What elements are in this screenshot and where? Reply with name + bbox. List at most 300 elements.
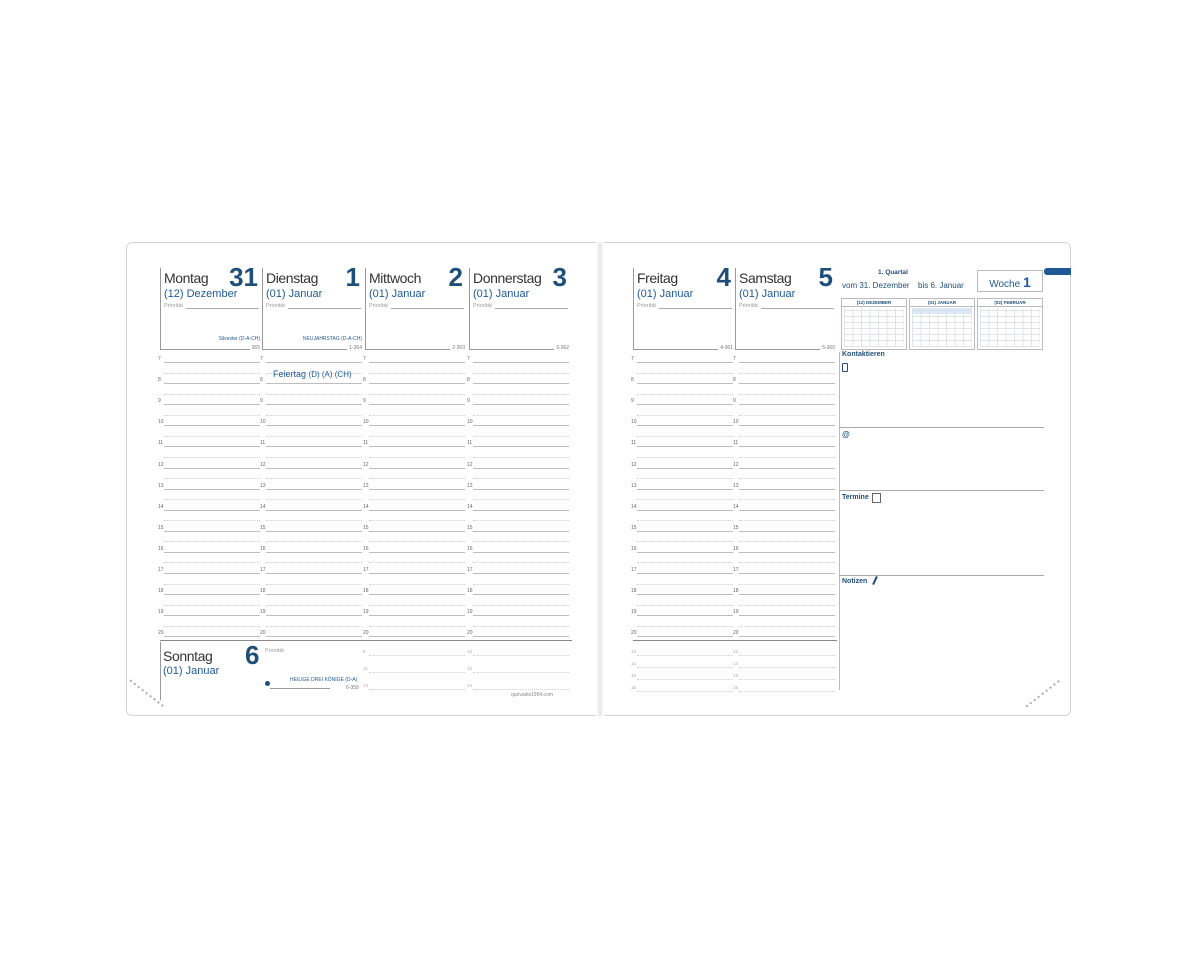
hour-line [164, 468, 260, 469]
hour-line [637, 667, 733, 668]
hour-line [164, 615, 260, 616]
hour-label: 13 [363, 683, 369, 688]
hour-line [739, 573, 835, 574]
hour-line [266, 531, 362, 532]
hour-line [637, 636, 733, 637]
hour-line [739, 655, 835, 656]
hour-line [473, 510, 569, 511]
hour-line [266, 404, 362, 405]
day-priority: Priorität [164, 303, 259, 309]
sunday-holiday: HEILIGE DREI KÖNIGE (D-A) [290, 677, 358, 683]
hour-label: 11 [158, 440, 164, 447]
email-label: @ [842, 430, 850, 439]
hour-line [739, 425, 835, 426]
hour-line [266, 573, 362, 574]
hour-line [266, 489, 362, 490]
half-hour-line [164, 436, 260, 437]
half-hour-line [739, 520, 835, 521]
hour-line [739, 383, 835, 384]
hour-line [266, 552, 362, 553]
hour-label: 10 [260, 419, 266, 426]
hour-label: 11 [733, 440, 739, 447]
hour-line [637, 552, 733, 553]
day-month: (01) Januar [473, 288, 530, 300]
day-priority: Priorität [739, 303, 834, 309]
half-hour-line [164, 457, 260, 458]
week-number: 1 [1022, 274, 1031, 290]
grid-bottom-line [160, 640, 572, 641]
week-box [977, 270, 1043, 292]
hour-label: 17 [631, 567, 637, 573]
sections-left-border [839, 352, 840, 690]
day-name: Donnerstag [473, 270, 542, 286]
hour-line [473, 655, 569, 656]
hour-line [266, 594, 362, 595]
hour-label: 11 [363, 440, 369, 447]
hour-line [164, 489, 260, 490]
hour-line [473, 636, 569, 637]
hour-line [369, 594, 465, 595]
half-hour-line [473, 478, 569, 479]
hour-label: 16 [260, 545, 266, 552]
hour-line [473, 672, 569, 673]
hour-line [637, 425, 733, 426]
day-number: 31 [229, 262, 258, 292]
day-number: 2 [448, 262, 463, 292]
hour-label: 13 [158, 482, 164, 489]
day-month: (01) Januar [637, 288, 694, 300]
week-range-from: vom 31. Dezember [842, 281, 910, 290]
hour-line [473, 531, 569, 532]
appointments-label: Termine [842, 494, 869, 501]
hour-label: 19 [467, 609, 473, 616]
hour-line [637, 679, 733, 680]
hour-line [164, 383, 260, 384]
hour-label: 9 [363, 649, 366, 654]
notes-label: Notizen [842, 578, 868, 585]
hour-label: 9 [467, 398, 470, 405]
hour-label: 20 [260, 630, 266, 637]
hour-line [369, 636, 465, 637]
sunday-divider [270, 688, 330, 689]
day-name: Montag [164, 270, 209, 286]
half-hour-line [266, 478, 362, 479]
hour-label: 11 [631, 440, 637, 447]
hour-label: 14 [158, 503, 164, 510]
day-month: (01) Januar [739, 288, 796, 300]
day-priority: Priorität [473, 303, 568, 309]
day-header [365, 262, 469, 351]
hour-label: 7 [158, 356, 161, 362]
hour-line [266, 510, 362, 511]
hour-line [637, 446, 733, 447]
half-hour-line [266, 436, 362, 437]
hour-line [739, 446, 835, 447]
hour-line [164, 510, 260, 511]
half-hour-line [739, 478, 835, 479]
hour-label: 9 [363, 398, 366, 405]
binding-gutter [596, 242, 604, 716]
day-code: 5-360 [822, 345, 835, 351]
hour-label: 19 [158, 609, 164, 616]
half-hour-line [473, 541, 569, 542]
hour-label: 13 [260, 482, 266, 489]
hour-label: 12 [260, 461, 266, 468]
half-hour-line [739, 373, 835, 374]
hour-label: 18 [631, 588, 637, 595]
day-month: (01) Januar [266, 288, 323, 300]
hour-line [369, 672, 465, 673]
half-hour-line [369, 584, 465, 585]
half-hour-line [637, 415, 733, 416]
hour-label: 17 [467, 567, 473, 573]
sunday-priority: Priorität [265, 648, 284, 654]
hour-label: 15 [158, 524, 164, 531]
half-hour-line [164, 520, 260, 521]
half-hour-line [164, 499, 260, 500]
hour-label: 9 [733, 398, 736, 405]
hour-label: 16 [158, 545, 164, 552]
hour-label: 19 [363, 609, 369, 616]
hour-line [164, 531, 260, 532]
half-hour-line [164, 478, 260, 479]
half-hour-line [266, 415, 362, 416]
day-header [633, 262, 737, 351]
day-name: Dienstag [266, 270, 319, 286]
hour-line [473, 425, 569, 426]
hour-line [266, 468, 362, 469]
hour-label: 16 [733, 545, 739, 552]
day-code: 365 [251, 345, 260, 351]
hour-label: 19 [631, 609, 637, 616]
hour-label: 14 [467, 683, 473, 688]
hour-label: 13 [363, 482, 369, 489]
half-hour-line [266, 584, 362, 585]
half-hour-line [739, 457, 835, 458]
hour-line [369, 510, 465, 511]
hour-label: 20 [363, 630, 369, 637]
half-hour-line [473, 584, 569, 585]
hour-label: 15 [467, 524, 473, 531]
half-hour-line [369, 457, 465, 458]
hour-line [739, 667, 835, 668]
half-hour-line [164, 394, 260, 395]
week-label: Woche [989, 279, 1021, 290]
half-hour-line [739, 394, 835, 395]
hour-line [473, 573, 569, 574]
hour-line [266, 615, 362, 616]
half-hour-line [369, 562, 465, 563]
half-hour-line [739, 584, 835, 585]
quarter-label: 1. Quartal [878, 269, 908, 276]
day-header [160, 262, 264, 351]
hour-line [369, 655, 465, 656]
hour-label: 13 [631, 482, 637, 489]
hour-line [637, 383, 733, 384]
hour-line [637, 691, 733, 692]
half-hour-line [473, 373, 569, 374]
hour-label: 12 [363, 461, 369, 468]
hour-line [637, 362, 733, 363]
day-priority: Priorität [266, 303, 361, 309]
hour-line [369, 489, 465, 490]
half-hour-line [739, 562, 835, 563]
half-hour-line [369, 605, 465, 606]
day-holiday: Silvester (D-A-CH) [218, 336, 260, 342]
hour-label: 17 [158, 567, 164, 573]
hour-label: 13 [733, 482, 739, 489]
hour-label: 8 [260, 377, 263, 384]
day-number: 1 [345, 262, 360, 292]
hour-line [739, 679, 835, 680]
half-hour-line [266, 562, 362, 563]
hour-line [369, 468, 465, 469]
hour-line [637, 468, 733, 469]
half-hour-line [637, 626, 733, 627]
half-hour-line [266, 457, 362, 458]
hour-label: 20 [158, 630, 164, 637]
hour-label: 16 [733, 685, 739, 690]
hour-label: 10 [467, 419, 473, 426]
half-hour-line [637, 541, 733, 542]
bookmark-tab [1044, 268, 1071, 275]
day-priority: Priorität [369, 303, 464, 309]
hour-line [739, 615, 835, 616]
half-hour-line [473, 436, 569, 437]
hour-line [164, 552, 260, 553]
sunday-number: 6 [245, 640, 260, 670]
half-hour-line [164, 605, 260, 606]
half-hour-line [637, 436, 733, 437]
half-hour-line [369, 626, 465, 627]
footer-url: quovadis1954.com [511, 692, 553, 698]
hour-label: 17 [363, 567, 369, 573]
day-code: 3-362 [556, 345, 569, 351]
hour-label: 11 [363, 666, 368, 671]
hour-label: 7 [363, 356, 366, 362]
hour-label: 17 [260, 567, 266, 573]
hour-label: 20 [467, 630, 473, 637]
hour-label: 11 [467, 440, 473, 447]
half-hour-line [266, 520, 362, 521]
mini-calendar-february [977, 298, 1043, 350]
hour-line [637, 531, 733, 532]
hour-line [164, 636, 260, 637]
mini-calendar-title: (02) FEBRUAR [978, 299, 1042, 307]
day-name: Freitag [637, 270, 678, 286]
hour-line [637, 655, 733, 656]
hour-line [473, 489, 569, 490]
sunday-month: (01) Januar [163, 665, 220, 677]
half-hour-line [164, 415, 260, 416]
day-code: 2-363 [452, 345, 465, 351]
mini-calendar-title: (01) JANUAR [910, 299, 974, 307]
half-hour-line [637, 520, 733, 521]
hour-line [266, 636, 362, 637]
hour-label: 8 [631, 377, 634, 384]
day-header [262, 262, 366, 351]
half-hour-line [473, 520, 569, 521]
day-divider [161, 349, 260, 350]
day-code: 1-364 [349, 345, 362, 351]
hour-label: 17 [733, 567, 739, 573]
hour-label: 20 [631, 630, 637, 637]
calendar-icon [872, 493, 881, 503]
hour-label: 18 [158, 588, 164, 595]
half-hour-line [164, 373, 260, 374]
hour-label: 19 [260, 609, 266, 616]
hour-label: 16 [631, 545, 637, 552]
hour-label: 10 [158, 419, 164, 426]
hour-line [164, 573, 260, 574]
hour-line [637, 615, 733, 616]
hour-label: 7 [733, 356, 736, 362]
day-number: 3 [552, 262, 567, 292]
hour-line [739, 636, 835, 637]
hour-label: 19 [733, 609, 739, 616]
mini-calendar-january [909, 298, 975, 350]
current-week-highlight [912, 308, 972, 314]
half-hour-line [369, 436, 465, 437]
hour-label: 14 [631, 503, 637, 510]
hour-line [473, 615, 569, 616]
day-month: (12) Dezember [164, 288, 238, 300]
hour-line [369, 689, 465, 690]
day-header [469, 262, 573, 351]
half-hour-line [369, 394, 465, 395]
hour-line [739, 691, 835, 692]
hour-line [473, 689, 569, 690]
week-range-to: bis 6. Januar [918, 281, 964, 290]
half-hour-line [473, 415, 569, 416]
hour-line [473, 383, 569, 384]
contacts-label: Kontaktieren [842, 351, 885, 358]
hour-label: 15 [260, 524, 266, 531]
hour-label: 15 [631, 524, 637, 531]
hour-label: 8 [467, 377, 470, 384]
hour-line [369, 573, 465, 574]
feiertag-note [273, 369, 352, 379]
hour-label: 13 [631, 649, 637, 654]
hour-label: 14 [363, 503, 369, 510]
hour-line [164, 446, 260, 447]
feiertag-tags: (D) (A) (CH) [308, 370, 352, 379]
half-hour-line [473, 499, 569, 500]
hour-line [266, 383, 362, 384]
hour-label: 18 [363, 588, 369, 595]
email-divider [839, 490, 1044, 491]
hour-line [739, 404, 835, 405]
half-hour-line [739, 415, 835, 416]
hour-label: 16 [467, 545, 473, 552]
hour-label: 13 [467, 482, 473, 489]
hour-label: 9 [260, 398, 263, 405]
hour-line [473, 362, 569, 363]
grid-bottom-line [633, 640, 837, 641]
mini-calendar-grid [980, 308, 1040, 347]
hour-line [164, 404, 260, 405]
hour-label: 20 [733, 630, 739, 637]
hour-line [637, 404, 733, 405]
hour-label: 10 [631, 419, 637, 426]
hour-label: 8 [363, 377, 366, 384]
hour-line [369, 552, 465, 553]
hour-label: 14 [733, 503, 739, 510]
hour-label: 15 [363, 524, 369, 531]
half-hour-line [637, 584, 733, 585]
hour-line [739, 594, 835, 595]
hour-label: 11 [260, 440, 266, 447]
hour-line [473, 446, 569, 447]
hour-label: 7 [467, 356, 470, 362]
hour-label: 14 [260, 503, 266, 510]
half-hour-line [369, 478, 465, 479]
hour-label: 8 [733, 377, 736, 384]
half-hour-line [369, 541, 465, 542]
phone-icon [842, 363, 848, 372]
day-header [735, 262, 839, 351]
hour-line [369, 446, 465, 447]
hour-line [739, 362, 835, 363]
half-hour-line [637, 499, 733, 500]
hour-label: 12 [631, 461, 637, 468]
half-hour-line [164, 626, 260, 627]
hour-label: 14 [631, 661, 637, 666]
hour-label: 12 [467, 461, 473, 468]
half-hour-line [637, 373, 733, 374]
hour-line [369, 531, 465, 532]
hour-line [637, 594, 733, 595]
contacts-divider [839, 427, 1044, 428]
hour-line [739, 468, 835, 469]
half-hour-line [369, 499, 465, 500]
half-hour-line [473, 626, 569, 627]
half-hour-line [739, 436, 835, 437]
sunday-name: Sonntag [163, 648, 213, 664]
sunday-block [160, 642, 368, 700]
feiertag-label: Feiertag [273, 369, 307, 379]
mini-calendar-december [841, 298, 907, 350]
hour-label: 7 [260, 356, 263, 362]
hour-label: 15 [631, 673, 637, 678]
half-hour-line [369, 520, 465, 521]
half-hour-line [473, 457, 569, 458]
appointments-divider [839, 575, 1044, 576]
hour-label: 18 [260, 588, 266, 595]
half-hour-line [637, 605, 733, 606]
hour-line [266, 425, 362, 426]
half-hour-line [637, 562, 733, 563]
sunday-bullet [265, 681, 270, 686]
half-hour-line [369, 373, 465, 374]
hour-line [739, 531, 835, 532]
half-hour-line [739, 499, 835, 500]
hour-label: 14 [733, 661, 739, 666]
hour-label: 10 [733, 419, 739, 426]
hour-label: 13 [733, 649, 739, 654]
day-month: (01) Januar [369, 288, 426, 300]
hour-line [473, 468, 569, 469]
hour-line [369, 383, 465, 384]
half-hour-line [266, 394, 362, 395]
half-hour-line [739, 541, 835, 542]
half-hour-line [637, 457, 733, 458]
day-holiday: NEUJAHRSTAG (D-A-CH) [302, 336, 362, 342]
hour-label: 10 [363, 419, 369, 426]
hour-label: 8 [158, 377, 161, 384]
half-hour-line [164, 541, 260, 542]
sunday-code: 6-359 [346, 685, 359, 691]
